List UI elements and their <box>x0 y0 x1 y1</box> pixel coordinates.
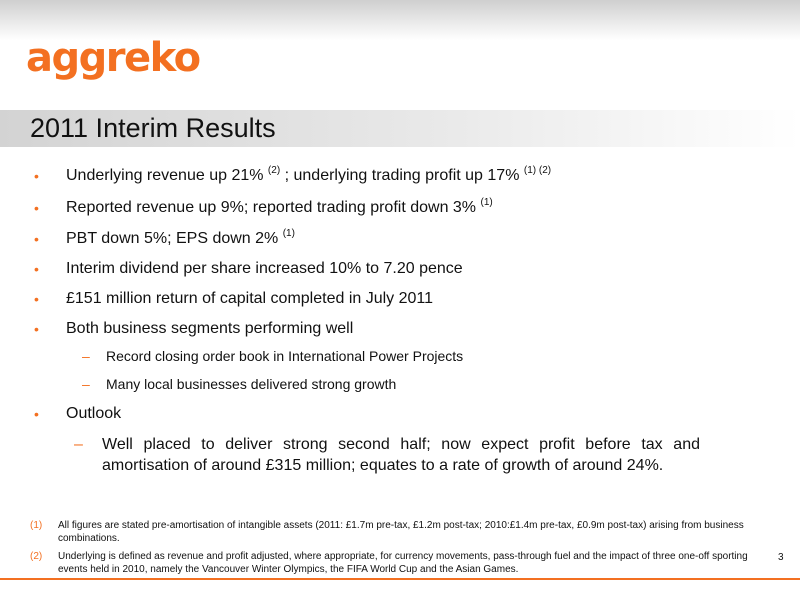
dash-icon: – <box>74 436 83 453</box>
bullet-text: Underlying revenue up 21% <box>66 167 264 184</box>
bullet-dot-icon: • <box>34 406 39 422</box>
footnote-mark: (1) <box>30 520 43 531</box>
aggreko-logo: aggreko <box>26 35 200 81</box>
bullet-dot-icon: • <box>34 291 39 307</box>
bullet-dot-icon: • <box>34 168 39 184</box>
dash-icon: – <box>82 376 90 392</box>
bullet-text: PBT down 5%; EPS down 2% <box>66 230 279 247</box>
bullet-text: Reported revenue up 9%; reported trading profit down 3% <box>66 199 477 216</box>
sub-bullet-text: Many local businesses delivered strong growth <box>106 376 397 392</box>
title-bar <box>0 110 800 147</box>
bullet-text: Outlook <box>66 405 122 422</box>
footnote-text: All figures are stated pre-amortisation of intangible assets (2011: £1.7m pre-tax, £1.2m post-tax; 2010:£1.4m pre-tax, £0.9m post-tax) arising from business combinations. <box>58 520 744 544</box>
slide-title: 2011 Interim Results <box>30 113 276 143</box>
footnote-mark: (2) <box>30 551 43 562</box>
bullet-dot-icon: • <box>34 200 39 216</box>
dash-icon: – <box>82 348 90 364</box>
sub-bullet-text: Record closing order book in International Power Projects <box>106 348 464 364</box>
bullet-dot-icon: • <box>34 231 39 247</box>
footnote-ref: (1) <box>480 197 493 208</box>
sub-bullet-text: Well placed to deliver strong second half; now expect profit before tax and amortisation of around £315 million; equates to a rate of growth of around 24%. <box>102 436 700 474</box>
page-number: 3 <box>778 552 784 563</box>
bullet-dot-icon: • <box>34 321 39 337</box>
footnote-text: Underlying is defined as revenue and profit adjusted, where appropriate, for currency movements, pass-through fuel and the impact of three one-off sporting events held in 2010, namely the Vancouver Winter Olympics, the FIFA World Cup and the Asian Games. <box>58 551 748 575</box>
bullet-text: Interim dividend per share increased 10% to 7.20 pence <box>66 260 463 277</box>
footnote-ref: (1) <box>282 228 295 239</box>
bullet-dot-icon: • <box>34 261 39 277</box>
bullet-text: £151 million return of capital completed in July 2011 <box>66 290 434 307</box>
bottom-divider <box>0 578 800 580</box>
footnote-ref: (2) <box>267 165 281 176</box>
header-gradient <box>0 0 800 40</box>
bullet-text: Both business segments performing well <box>66 320 354 337</box>
bullet-text-continued: ; underlying trading profit up 17% <box>284 167 520 184</box>
footnote-ref: (1) (2) <box>523 165 552 176</box>
